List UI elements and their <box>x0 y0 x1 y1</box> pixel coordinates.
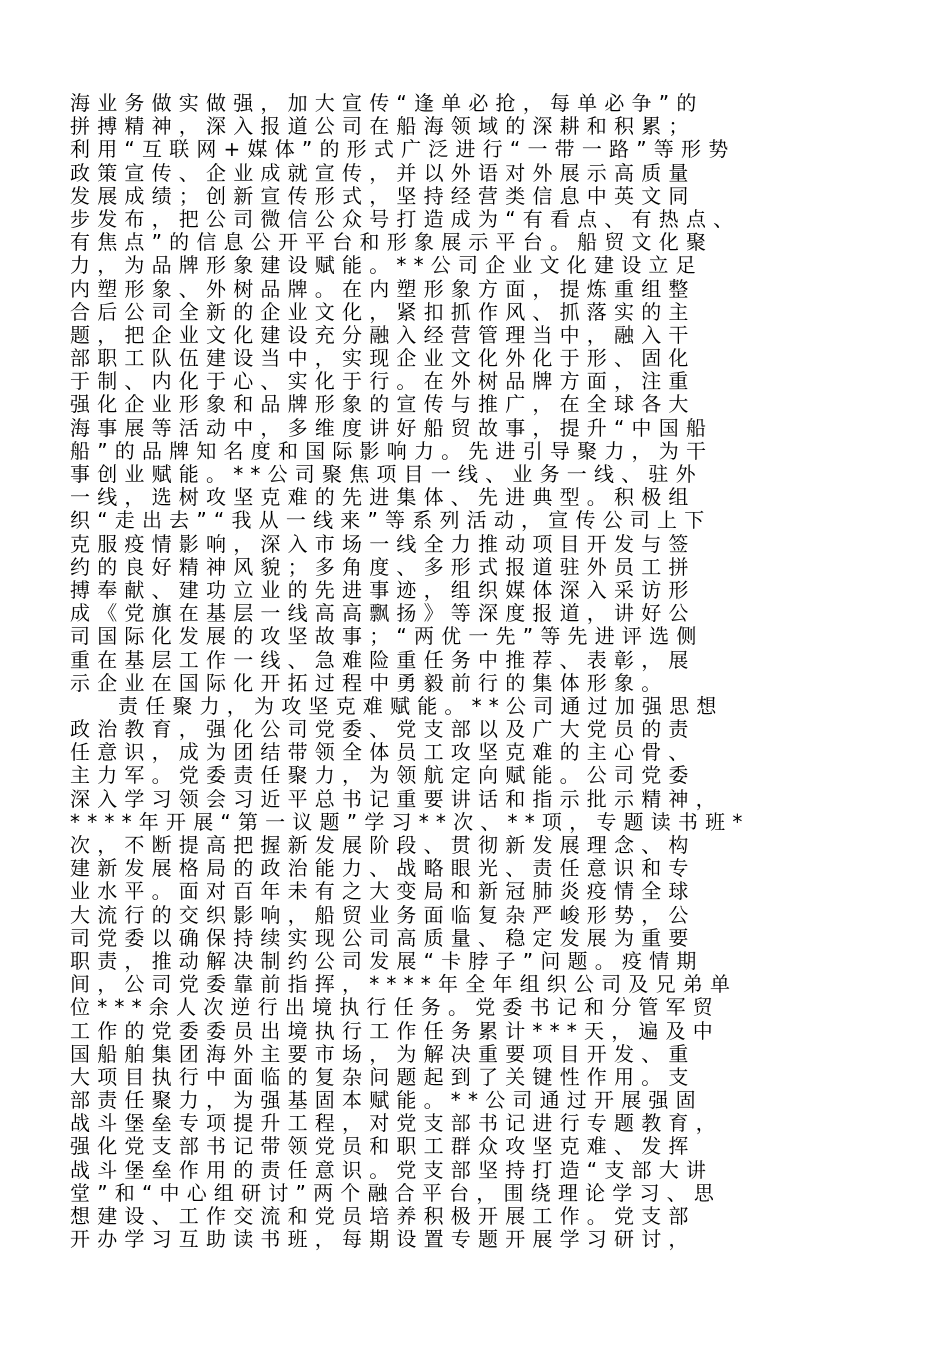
text-line: 事创业赋能。**公司聚焦项目一线、业务一线、驻外 <box>70 463 703 486</box>
text-line: 大项目执行中面临的复杂问题起到了关键性作用。支 <box>70 1065 696 1089</box>
text-line: 大流行的交织影响，船贸业务面临复杂严峻形势，公 <box>70 903 696 927</box>
body-text <box>70 92 892 1251</box>
text-line: 合后公司全新的企业文化，紧扣抓作风、抓落实的主 <box>70 300 696 324</box>
paragraph-start-line: 责任聚力，为攻坚克难赋能。**公司通过加强思想 <box>118 694 724 718</box>
text-line: 步发布，把公司微信公众号打造成为“有看点、有热点、 <box>70 207 741 231</box>
text-line: ****年开展“第一议题”学习**次、**项，专题读书班* <box>70 810 750 834</box>
text-line: 位***余人次逆行出境执行任务。党委书记和分管军贸 <box>70 996 720 1020</box>
text-line: 利用“互联网+媒体”的形式广泛进行“一带一路”等形势 <box>70 138 736 162</box>
text-line: 政策宣传、企业成就宣传，并以外语对外展示高质量 <box>70 161 696 185</box>
text-line: 题，把企业文化建设充分融入经营管理当中，融入干 <box>70 323 696 347</box>
text-line: 海业务做实做强，加大宣传“逢单必抢，每单必争”的 <box>70 92 704 115</box>
text-line: 有焦点”的信息公开平台和形象展示平台。船贸文化聚 <box>70 231 714 255</box>
text-line: 一线，选树攻坚克难的先进集体、先进典型。积极组 <box>70 486 696 510</box>
text-line: 约的良好精神风貌；多角度、多形式报道驻外员工拼 <box>70 555 696 579</box>
text-line: 部责任聚力，为强基固本赋能。**公司通过开展强固 <box>70 1089 703 1113</box>
text-line: 织“走出去”“我从一线来”等系列活动，宣传公司上下 <box>70 509 712 533</box>
text-line: 部职工队伍建设当中，实现企业文化外化于形、固化 <box>70 347 696 371</box>
text-line: 工作的党委委员出境执行工作任务累计***天，遍及中 <box>70 1019 720 1043</box>
text-line: 搏奉献、建功立业的先进事迹，组织媒体深入采访形 <box>70 578 696 602</box>
text-line: 司党委以确保持续实现公司高质量、稳定发展为重要 <box>70 926 696 950</box>
text-line: 建新发展格局的政治能力、战略眼光、责任意识和专 <box>70 857 696 881</box>
text-line: 强化党支部书记带领党员和职工群众攻坚克难、发挥 <box>70 1135 696 1159</box>
text-line: 重在基层工作一线、急难险重任务中推荐、表彰，展 <box>70 648 696 672</box>
text-line: 间，公司党委靠前指挥，****年全年组织公司及兄弟单 <box>70 973 738 997</box>
text-line: 司国际化发展的攻坚故事；“两优一先”等先进评选侧 <box>70 625 704 649</box>
text-line: 示企业在国际化开拓过程中勇毅前行的集体形象。 <box>70 671 669 695</box>
text-line: 战斗堡垒专项提升工程，对党支部书记进行专题教育， <box>70 1112 723 1136</box>
text-line: 主力军。党委责任聚力，为领航定向赋能。公司党委 <box>70 764 696 788</box>
text-line: 强化企业形象和品牌形象的宣传与推广，在全球各大 <box>70 393 696 417</box>
text-line: 国船舶集团海外主要市场，为解决重要项目开发、重 <box>70 1042 696 1066</box>
text-line: 战斗堡垒作用的责任意识。党支部坚持打造“支部大讲 <box>70 1158 714 1182</box>
text-line: 想建设、工作交流和党员培养积极开展工作。党支部 <box>70 1205 696 1228</box>
text-line: 开办学习互助读书班，每期设置专题开展学习研讨， <box>70 1228 696 1252</box>
text-line: 船”的品牌知名度和国际影响力。先进引导聚力，为干 <box>70 439 714 463</box>
text-line: 深入学习领会习近平总书记重要讲话和指示批示精神， <box>70 787 723 811</box>
text-line: 内塑形象、外树品牌。在内塑形象方面，提炼重组整 <box>70 277 696 301</box>
text-line: 任意识，成为团结带领全体员工攻坚克难的主心骨、 <box>70 741 696 765</box>
text-line: 成《党旗在基层一线高高飘扬》等深度报道，讲好公 <box>70 602 696 626</box>
text-line: 堂”和“中心组研讨”两个融合平台，围绕理论学习、思 <box>70 1181 722 1205</box>
text-line: 政治教育，强化公司党委、党支部以及广大党员的责 <box>70 718 696 742</box>
text-line: 拼搏精神，深入报道公司在船海领域的深耕和积累； <box>70 115 696 139</box>
text-line: 发展成绩；创新宣传形式，坚持经营类信息中英文同 <box>70 184 696 208</box>
text-line: 力，为品牌形象建设赋能。**公司企业文化建设立足 <box>70 254 703 278</box>
text-line: 于制、内化于心、实化于行。在外树品牌方面，注重 <box>70 370 696 394</box>
text-line: 海事展等活动中，多维度讲好船贸故事，提升“中国船 <box>70 416 714 440</box>
text-line: 业水平。面对百年未有之大变局和新冠肺炎疫情全球 <box>70 880 696 904</box>
text-line: 克服疫情影响，深入市场一线全力推动项目开发与签 <box>70 532 696 556</box>
text-line: 职责，推动解决制约公司发展“卡脖子”问题。疫情期 <box>70 949 704 973</box>
text-line: 次，不断提高把握新发展阶段、贯彻新发展理念、构 <box>70 834 696 857</box>
